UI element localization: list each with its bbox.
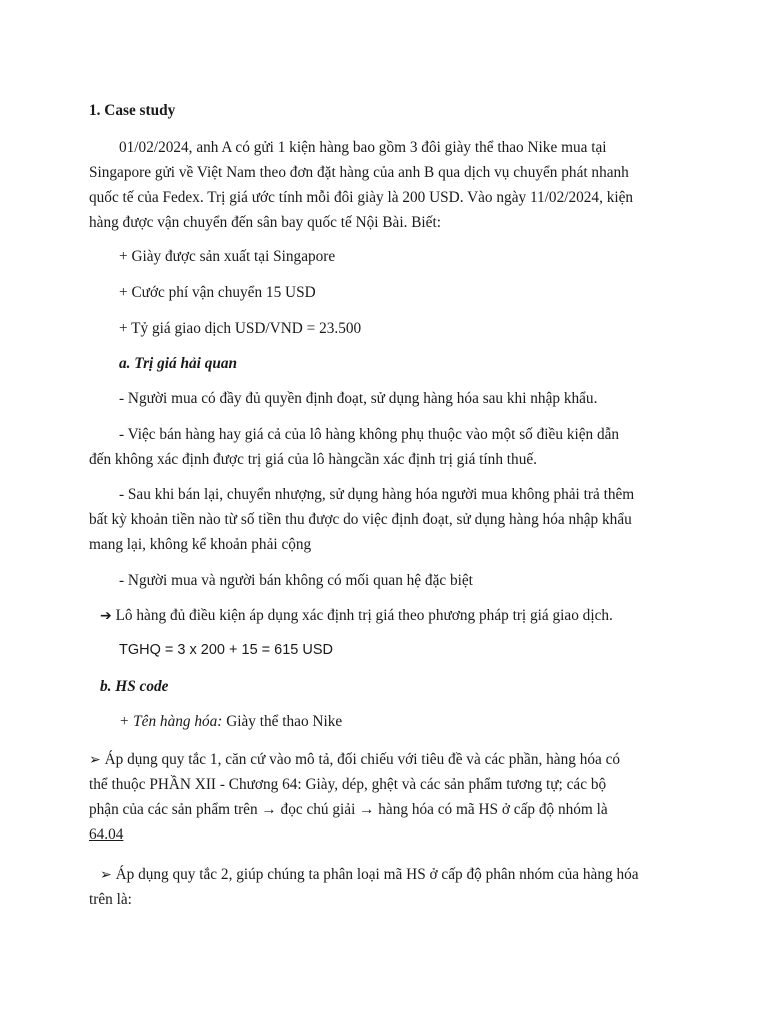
condition-3-line-1: - Sau khi bán lại, chuyển nhượng, sử dụng hàng hóa người mua không phải trả thêm <box>119 486 635 503</box>
goods-name-label: + Tên hàng hóa: <box>119 713 223 730</box>
rule-2-line-2: trên là: <box>89 891 132 908</box>
rule-1-text-1: Áp dụng quy tắc 1, căn cứ vào mô tả, đối chiếu với tiêu đề và các phần, hàng hóa có <box>104 751 621 768</box>
intro-line-1: 01/02/2024, anh A có gửi 1 kiện hàng bao gồm 3 đôi giày thể thao Nike mua tại <box>119 139 607 156</box>
section-b-title: b. HS code <box>100 678 169 695</box>
rule-1-line-3: phận của các sản phẩm trên → đọc chú giải → hàng hóa có mã HS ở cấp độ nhóm là <box>89 801 608 818</box>
rule-2-line-1 <box>100 862 639 888</box>
rule-1-line-1 <box>89 747 620 773</box>
intro-line-2: Singapore gửi về Việt Nam theo đơn đặt hàng của anh B qua dịch vụ chuyển phát nhanh <box>89 164 629 181</box>
fact-origin: + Giày được sản xuất tại Singapore <box>119 248 336 265</box>
intro-line-4: hàng được vận chuyển đến sân bay quốc tế Nội Bài. Biết: <box>89 214 441 231</box>
conclusion-text: Lô hàng đủ điều kiện áp dụng xác định trị giá theo phương pháp trị giá giao dịch. <box>115 607 613 624</box>
condition-2-line-1: - Việc bán hàng hay giá cả của lô hàng không phụ thuộc vào một số điều kiện dẫn <box>119 426 620 443</box>
goods-name-value: Giày thể thao Nike <box>222 713 343 730</box>
condition-3-line-2: bất kỳ khoản tiền nào từ số tiền thu được do việc định đoạt, sử dụng hàng hóa nhập khẩu <box>89 511 632 528</box>
fact-exchange-rate: + Tỷ giá giao dịch USD/VND = 23.500 <box>119 320 362 337</box>
section-a-title: a. Trị giá hải quan <box>119 355 238 372</box>
rule-2-text-1: Áp dụng quy tắc 2, giúp chúng ta phân loại mã HS ở cấp độ phân nhóm của hàng hóa <box>115 866 639 883</box>
rule-1-line-2: thể thuộc PHẦN XII - Chương 64: Giày, dép, ghệt và các sản phẩm tương tự; các bộ <box>89 776 607 793</box>
condition-3-line-3: mang lại, không kể khoản phải cộng <box>89 536 312 553</box>
arrowhead-bullet-icon: ➢ <box>100 867 112 883</box>
section-heading: 1. Case study <box>89 102 176 119</box>
goods-name-line <box>119 709 342 734</box>
conclusion-line <box>100 603 613 629</box>
condition-4: - Người mua và người bán không có mối quan hệ đặc biệt <box>119 572 473 589</box>
condition-2-line-2: đến không xác định được trị giá của lô hàngcần xác định trị giá tính thuế. <box>89 451 537 468</box>
condition-1: - Người mua có đầy đủ quyền định đoạt, sử dụng hàng hóa sau khi nhập khẩu. <box>119 390 598 407</box>
arrow-right-icon: ➔ <box>100 608 112 624</box>
arrowhead-bullet-icon: ➢ <box>89 752 101 768</box>
customs-value-formula: TGHQ = 3 x 200 + 15 = 615 USD <box>119 642 333 658</box>
fact-shipping: + Cước phí vận chuyển 15 USD <box>119 284 316 301</box>
intro-line-3: quốc tế của Fedex. Trị giá ước tính mỗi đôi giày là 200 USD. Vào ngày 11/02/2024, kiện <box>89 189 634 206</box>
hs-heading-code: 64.04 <box>89 826 124 843</box>
